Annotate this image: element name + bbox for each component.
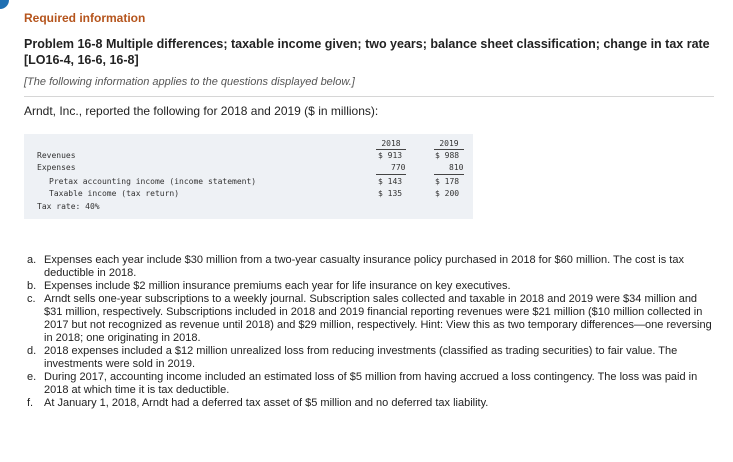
divider [24, 96, 714, 97]
cell-pretax-2018: $ 143 [378, 177, 403, 186]
cell-pretax-2019: $ 178 [435, 177, 460, 186]
list-item-text: Arndt sells one-year subscriptions to a weekly journal. Subscription sales collected and taxable in 2018 and 2019 were $34 million and $31 million, respectively. Subscriptions included in 2018 and 2019 financial reporting revenues were $21 million ($10 million collected in 2017 but not recognized as revenue until 2018) and $29 million, respectively. Hint: View this as two temporary differences—one reversing in 2018; one originating in 2018. [44, 293, 712, 344]
list-marker: c. [27, 293, 36, 305]
cell-taxable-2018: $ 135 [378, 189, 403, 198]
list-item [24, 371, 716, 397]
list-item-text: At January 1, 2018, Arndt had a deferred tax asset of $5 million and no deferred tax liability. [44, 397, 489, 409]
row-label-revenues: Revenues [37, 151, 76, 160]
list-item-text: Expenses each year include $30 million from a two-year casualty insurance policy purchased in 2018 for $60 million. The cost is tax deductible in 2018. [44, 254, 684, 279]
tax-rate-text: Tax rate: 40% [37, 202, 100, 211]
subtotal-underline-2018 [376, 174, 406, 175]
cell-revenues-2019: $ 988 [435, 151, 460, 160]
row-label-taxable-income: Taxable income (tax return) [49, 189, 180, 198]
list-item-text: 2018 expenses included a $12 million unrealized loss from reducing investments (classified as trading securities) to fair value. The investments were sold in 2019. [44, 345, 678, 370]
corner-badge [0, 0, 9, 9]
list-item-text: During 2017, accounting income included an estimated loss of $5 million from having accrued a loss contingency. The loss was paid in 2018 at which time it is tax deductible. [44, 371, 698, 396]
cell-expenses-2018: 770 [391, 163, 406, 172]
list-marker: f. [27, 397, 34, 409]
cell-expenses-2019: 810 [449, 163, 464, 172]
row-label-expenses: Expenses [37, 163, 76, 172]
column-header-2019: 2019 [439, 139, 459, 148]
list-item-text: Expenses include $2 million insurance premiums each year for life insurance on key executives. [44, 280, 511, 292]
financial-data-table [24, 134, 473, 219]
subtotal-underline-2019 [434, 174, 464, 175]
list-item [24, 254, 716, 280]
list-item [24, 280, 716, 293]
list-item [24, 293, 716, 345]
cell-revenues-2018: $ 913 [378, 151, 403, 160]
cell-taxable-2019: $ 200 [435, 189, 460, 198]
problem-title: Problem 16-8 Multiple differences; taxable income given; two years; balance sheet classification; change in tax rate [LO16-4, 16-6, 16-8] [24, 37, 710, 67]
list-item [24, 397, 716, 410]
list-marker: a. [27, 254, 37, 266]
list-item [24, 345, 716, 371]
list-marker: b. [27, 280, 37, 292]
header-underline-2018 [376, 149, 406, 150]
column-header-2018: 2018 [381, 139, 401, 148]
header-underline-2019 [434, 149, 464, 150]
supplemental-info-list [24, 254, 716, 410]
intro-text: Arndt, Inc., reported the following for 2018 and 2019 ($ in millions): [24, 104, 379, 118]
row-label-pretax-income: Pretax accounting income (income statement) [49, 177, 257, 186]
list-marker: e. [27, 371, 37, 383]
section-header: Required information [24, 11, 146, 25]
list-marker: d. [27, 345, 37, 357]
info-note: [The following information applies to the questions displayed below.] [24, 76, 355, 88]
